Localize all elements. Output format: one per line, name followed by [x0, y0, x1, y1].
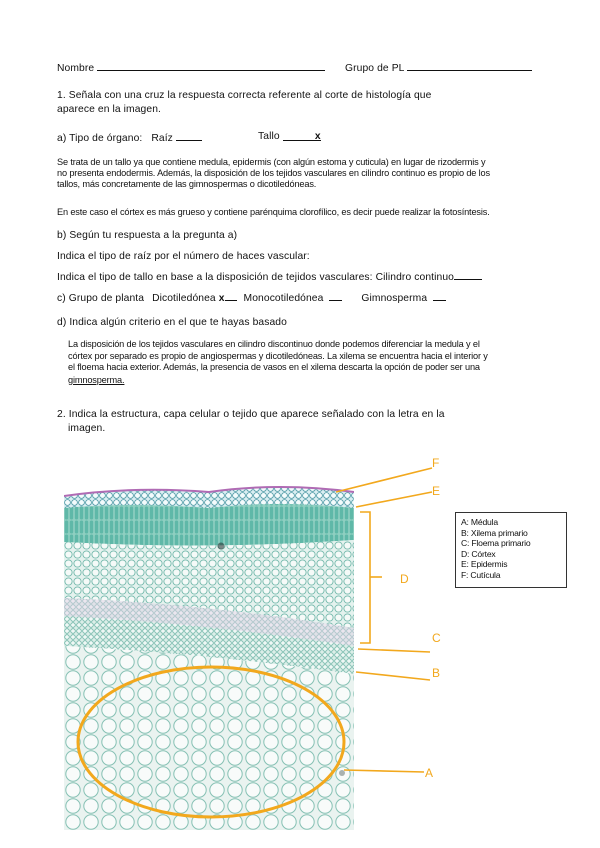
legend-item-a: A: Médula: [461, 517, 498, 527]
q1d-para-line3: el floema hacia exterior. Además, la presencia de vasos en el xilema descarta la opción de poder ser una: [68, 362, 480, 372]
label-a: A: [425, 766, 434, 780]
label-d: D: [400, 572, 409, 586]
mono-label: Monocotiledónea: [243, 293, 324, 304]
q1d-label: d) Indica algún criterio en el que te hayas basado: [57, 317, 287, 328]
tallo-label: Tallo: [258, 131, 280, 142]
raiz-label: Raíz: [151, 133, 173, 144]
q2-text-line2: imagen.: [68, 423, 106, 434]
group-label: Grupo de PL: [345, 63, 405, 74]
q1-text-line1: 1. Señala con una cruz la respuesta correcta referente al corte de histología que: [57, 90, 432, 101]
legend-item-d: D: Córtex: [461, 548, 496, 559]
gimno-label: Gimnosperma: [361, 293, 428, 304]
name-label: Nombre: [57, 63, 95, 74]
q1d-para-line1: La disposición de los tejidos vasculares en cilindro discontinuo donde podemos diferenciar la medula y el: [68, 339, 480, 349]
legend-item-c: C: Floema primario: [461, 538, 531, 549]
q1-para1-line1: Se trata de un tallo ya que contiene medula, epidermis (con algún estoma y cuticula) en lugar de rizodermis y: [57, 157, 486, 167]
q1-para2: En este caso el córtex es más grueso y contiene parénquima clorofílico, es decir puede realizar la fotosíntesis.: [57, 207, 490, 217]
q1b-label: b) Según tu respuesta a la pregunta a): [57, 230, 238, 241]
q1-para1-line2: no presenta endodermis. Además, la disposición de los tejidos vasculares en cilindro continuo es propio de los: [57, 168, 490, 178]
q1-text-line2: aparece en la imagen.: [57, 104, 161, 115]
q1-para1-line3: tallos, más concretamente de las gimnospermas o dicotiledóneas.: [57, 179, 317, 189]
q2-text-line1: 2. Indica la estructura, capa celular o tejido que aparece señalado con la letra en la: [57, 409, 445, 420]
q1b-root: Indica el tipo de raíz por el número de haces vascular:: [57, 251, 310, 262]
legend-item-f: F: Cutícula: [461, 569, 501, 580]
legend-item-b: B: Xilema primario: [461, 527, 528, 538]
dico-label: Dicotiledónea: [152, 293, 216, 304]
q1a-label: a) Tipo de órgano:: [57, 133, 143, 144]
label-b: B: [432, 666, 441, 680]
dico-mark: x: [218, 293, 225, 304]
q1d-para-line4: gimnosperma.: [68, 375, 125, 385]
q1c-label: c) Grupo de planta: [57, 293, 145, 304]
label-e: E: [432, 484, 441, 498]
q1b-stem: Indica el tipo de tallo en base a la disposición de tejidos vasculares: Cilindro continuo: [57, 272, 454, 283]
tallo-mark: x: [314, 131, 321, 142]
q1d-para-line2: córtex por separado es propio de angiospermas y dicotiledóneas. La xilema se encuentra hacia el interior y: [68, 351, 488, 361]
label-c: C: [432, 631, 441, 645]
legend-item-e: E: Epidermis: [461, 559, 508, 570]
legend-box: [455, 512, 567, 588]
label-f: F: [432, 456, 440, 470]
